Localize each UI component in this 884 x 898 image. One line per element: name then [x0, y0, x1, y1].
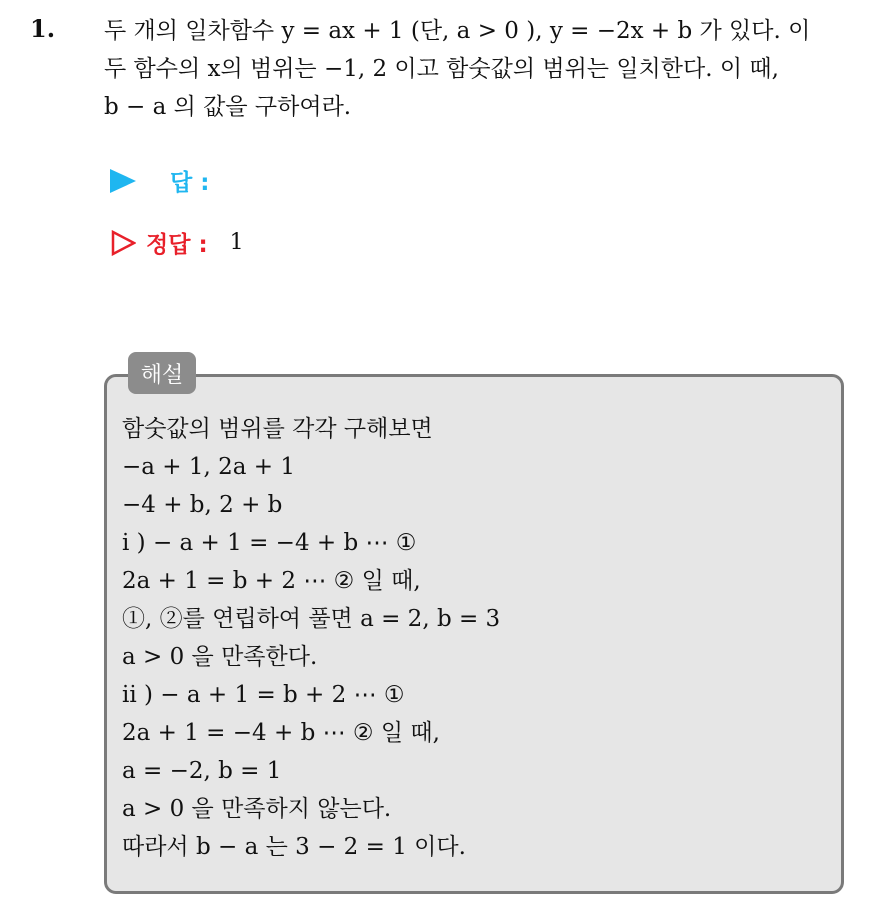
solution-line: 2a + 1 = b + 2 ⋯ ② 일 때, [122, 568, 421, 594]
solution-text [122, 410, 822, 866]
outline-triangle-icon [110, 230, 136, 256]
solution-line: 2a + 1 = −4 + b ⋯ ② 일 때, [122, 720, 440, 746]
solution-line: ii ) − a + 1 = b + 2 ⋯ ① [122, 682, 405, 708]
solution-line: ①, ②를 연립하여 풀면 a = 2, b = 3 [122, 606, 501, 632]
correct-answer-row [110, 226, 244, 259]
answer-row [110, 164, 209, 197]
question-line: 두 개의 일차함수 y = ax + 1 (단, a > 0 ), y = −2x + b 가 있다. 이 [104, 18, 811, 44]
solution-line: 따라서 b − a 는 3 − 2 = 1 이다. [122, 834, 466, 860]
question-text [104, 12, 864, 126]
answer-label: 답 : [170, 170, 210, 196]
question-line: b − a 의 값을 구하여라. [104, 94, 352, 120]
solution-line: a > 0 을 만족하지 않는다. [122, 796, 392, 822]
solution-line: a > 0 을 만족한다. [122, 644, 318, 670]
problem-number: 1. [30, 14, 56, 43]
solution-tab: 해설 [128, 352, 196, 394]
solution-line: 함숫값의 범위를 각각 구해보면 [122, 416, 433, 442]
correct-answer-value: 1 [229, 230, 244, 255]
solution-line: i ) − a + 1 = −4 + b ⋯ ① [122, 530, 417, 556]
play-triangle-icon [110, 169, 136, 193]
correct-answer-label: 정답 : [146, 232, 208, 258]
solution-line: a = −2, b = 1 [122, 758, 282, 784]
question-line: 두 함수의 x의 범위는 −1, 2 이고 함숫값의 범위는 일치한다. 이 때, [104, 56, 779, 82]
solution-line: −4 + b, 2 + b [122, 492, 283, 518]
solution-line: −a + 1, 2a + 1 [122, 454, 296, 480]
